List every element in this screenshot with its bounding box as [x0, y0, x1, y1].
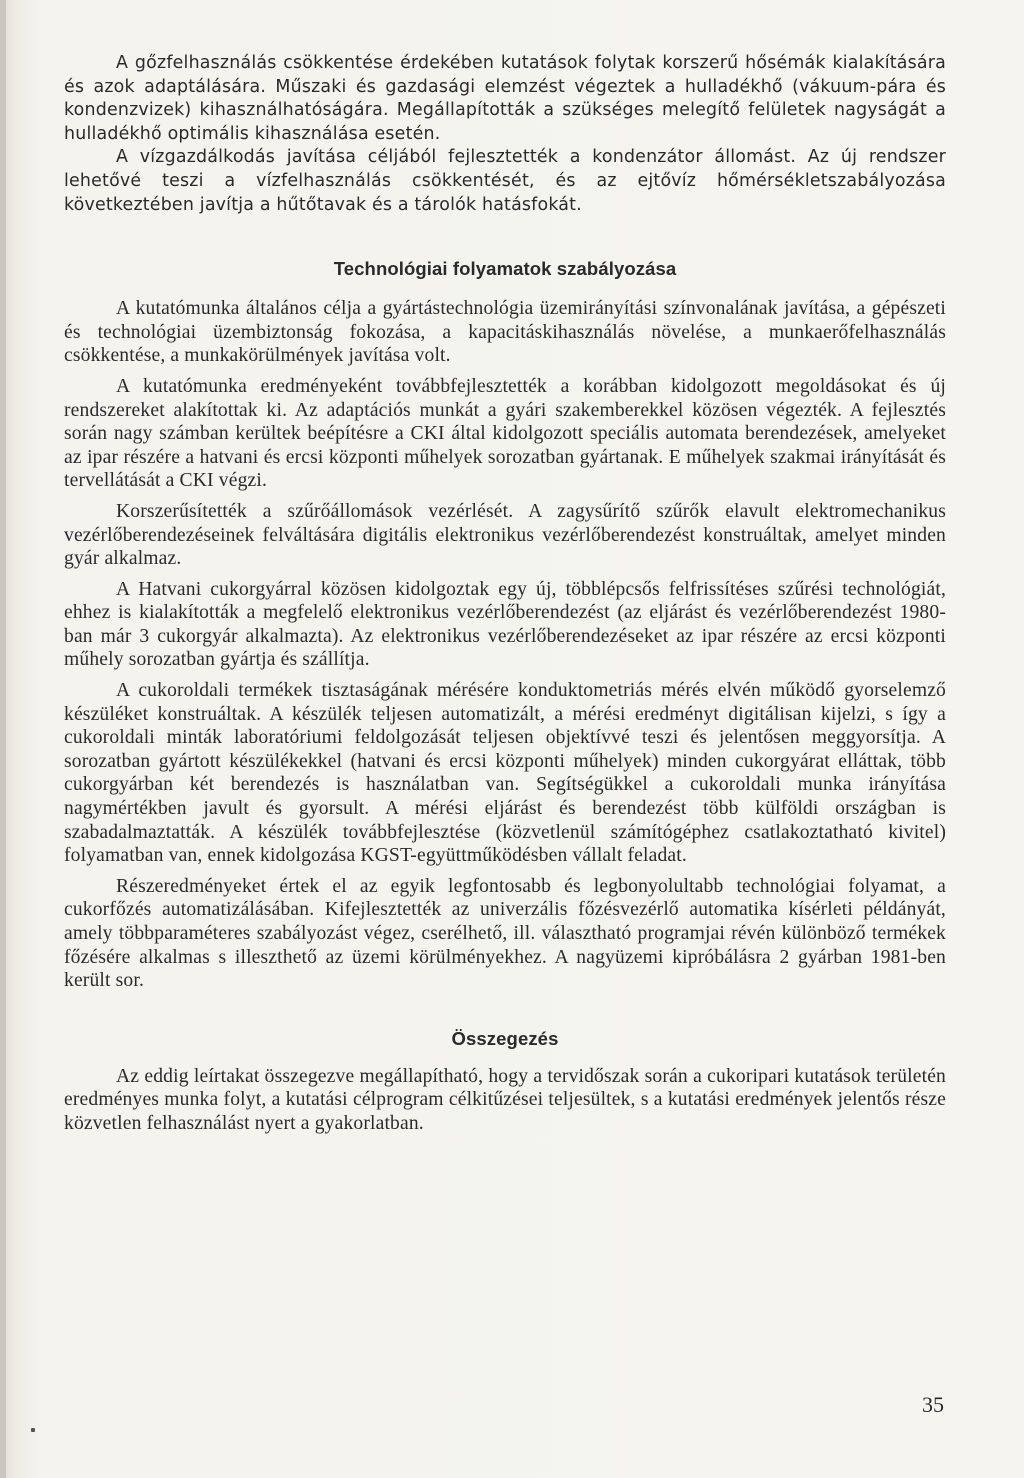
- paragraph-section1-5: A cukoroldali termékek tisztaságának mérésére konduktometriás mérés elvén működő gyorselemző készüléket konstruáltak. A készülék teljesen automatizált, a mérési eredményt digitálisan kijelzi, s így a cukoroldali minták laboratóriumi feldolgozását teljesen objektívvé teszi és jelentősen meggyorsítja. A sorozatban gyártott készülékekkel (hatvani és ercsi központi műhelyek) minden cukorgyárat elláttak, több cukorgyárban két berendezés is használatban van. Segítségükkel a cukoroldali munka irányítása nagymértékben javult és gyorsult. A mérési eljárást és berendezést több külföldi országban is szabadalmaztatták. A készülék továbbfejlesztése (közvetlenül számítógéphez csatlakoztatható kivitel) folyamatban van, ennek kidolgozása KGST-együttműködésben vállalt feladat.: [64, 680, 946, 867]
- paragraph-intro-2: A vízgazdálkodás javítása céljából fejlesztették a kondenzátor állomást. Az új rendszer lehetővé teszi a vízfelhasználás csökkentését, és az ejtővíz hőmérsékletszabályozása következtében javítja a hűtőtavak és a tárolók hatásfokát.: [64, 147, 946, 215]
- paragraph-section1-3: Korszerűsítették a szűrőállomások vezérlését. A zagysűrítő szűrők elavult elektromechanikus vezérlőberendezéseinek felváltására digitális elektronikus vezérlőberendezést konstruáltak, amelyet minden gyár alkalmaz.: [64, 500, 946, 570]
- paragraph-section1-4: A Hatvani cukorgyárral közösen kidolgoztak egy új, többlépcsős felfrissítéses szűrési technológiát, ehhez is kialakították a megfelelő elektronikus vezérlőberendezést (az eljárást és vezérlőberendezést 1980-ban már 3 cukorgyár alkalmazta). Az elektronikus vezérlőberendezéseket az ipar részére az ercsi központi műhely sorozatban gyártja és szállítja.: [64, 578, 946, 671]
- paragraph-intro-1: A gőzfelhasználás csökkentése érdekében kutatások folytak korszerű hősémák kialakítására és azok adaptálására. Műszaki és gazdasági elemzést végeztek a hulladékhő (vákuum-pára és kondenzvizek) kihasználhatóságára. Megállapították a szükséges melegítő felületek nagyságát a hulladékhő optimális kihasználása esetén.: [64, 53, 946, 144]
- binding-shadow: [0, 0, 6, 1478]
- section-heading-summary: Összegezés: [451, 1027, 559, 1049]
- page-content: [64, 52, 946, 1136]
- paragraph-summary: Az eddig leírtakat összegezve megállapítható, hogy a tervidőszak során a cukoripari kutatások területén eredményes munka folyt, a kutatási célprogram célkitűzései teljesültek, s a kutatási eredmények jelentős része közvetlen felhasználást nyert a gyakorlatban.: [64, 1065, 946, 1134]
- margin-mark: [31, 1428, 35, 1432]
- page-number: 35: [922, 1392, 944, 1417]
- paragraph-section1-2: A kutatómunka eredményeként továbbfejlesztették a korábban kidolgozott megoldásokat és új rendszereket alakítottak ki. Az adaptációs munkát a gyári szakemberekkel közösen végezték. A fejlesztés során nagy számban kerültek beépítésre a CKI által kidolgozott speciális automata berendezések, amelyeket az ipar részére a hatvani és ercsi központi műhelyek sorozatban gyártanak. E műhelyek szakmai irányítását és tervellátását a CKI végzi.: [64, 375, 946, 492]
- section-heading-technology: Technológiai folyamatok szabályozása: [333, 258, 677, 280]
- paragraph-section1-1: A kutatómunka általános célja a gyártástechnológia üzemirányítási színvonalának javítása, a gépészeti és technológiai üzembiztonság fokozása, a kapacitáskihasználás növelése, a munkaerőfelhasználás csökkentése, a munkakörülmények javítása volt.: [64, 298, 946, 367]
- paragraph-section1-6: Részeredményeket értek el az egyik legfontosabb és legbonyolultabb technológiai folyamat, a cukorfőzés automatizálásában. Kifejlesztették az univerzális főzésvezérlő automatika kísérleti példányát, amely többparaméteres szabályozást végez, cserélhető, ill. választható programjai révén különböző termékek főzésére alkalmas s illeszthető az üzemi körülményekhez. A nagyüzemi kipróbálásra 2 gyárban 1981-ben került sor.: [64, 875, 946, 992]
